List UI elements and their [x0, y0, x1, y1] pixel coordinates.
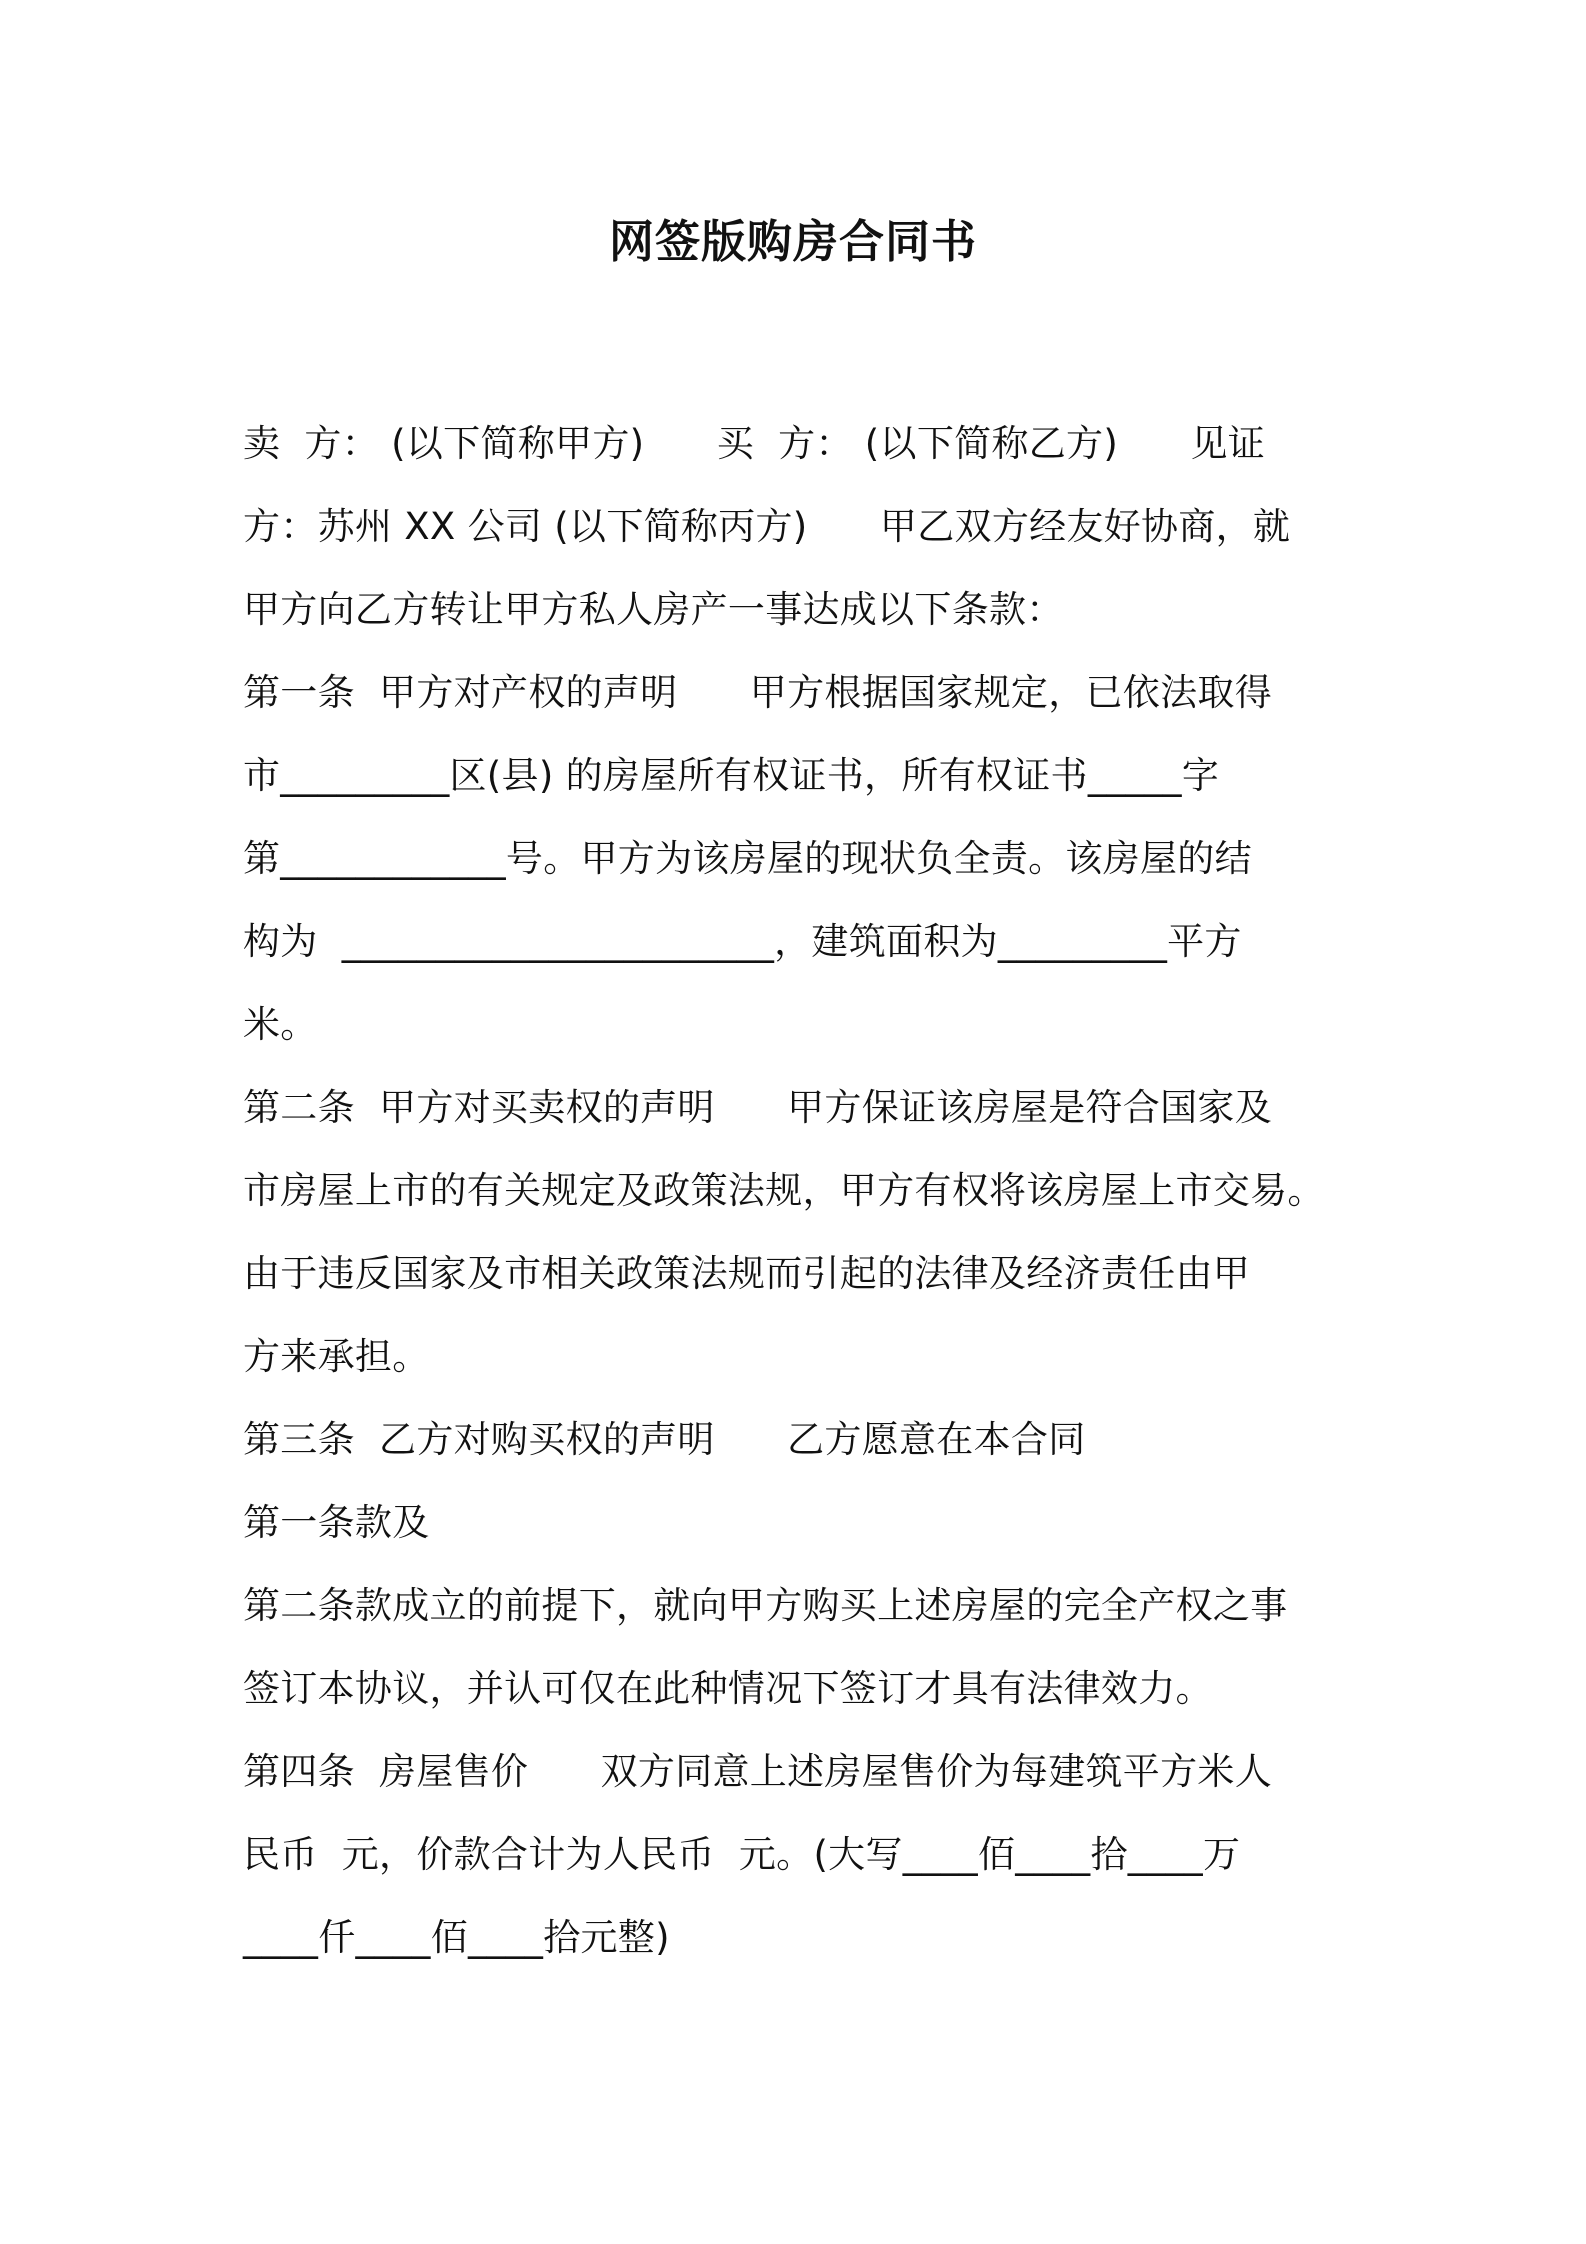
document-body	[243, 402, 1373, 1979]
clause-4-heading-line: 第四条 房屋售价 双方同意上述房屋售价为每建筑平方米人	[243, 1750, 1272, 1793]
body-line: 构为 _______________________，建筑面积为_________平方	[243, 920, 1242, 963]
clause-3-heading-line: 第三条 乙方对购买权的声明 乙方愿意在本合同	[243, 1418, 1086, 1461]
body-line: 第二条款成立的前提下，就向甲方购买上述房屋的完全产权之事	[243, 1584, 1288, 1627]
clause-1-heading-line: 第一条 甲方对产权的声明 甲方根据国家规定，已依法取得	[243, 671, 1272, 714]
body-line: 市房屋上市的有关规定及政策法规，甲方有权将该房屋上市交易。	[243, 1169, 1325, 1212]
body-line: 卖 方： (以下简称甲方) 买 方： (以下简称乙方) 见证	[243, 422, 1266, 465]
clause-2-heading-line: 第二条 甲方对买卖权的声明 甲方保证该房屋是符合国家及	[243, 1086, 1272, 1129]
body-line: 第____________号。甲方为该房屋的现状负全责。该房屋的结	[243, 837, 1252, 880]
body-line: 方：苏州 XX 公司 (以下简称丙方) 甲乙双方经友好协商，就	[243, 505, 1291, 548]
body-line: 由于违反国家及市相关政策法规而引起的法律及经济责任由甲	[243, 1252, 1251, 1295]
body-line: 市_________区(县) 的房屋所有权证书，所有权证书_____字	[243, 754, 1220, 797]
body-line: 签订本协议，并认可仅在此种情况下签订才具有法律效力。	[243, 1667, 1213, 1710]
body-line: ____仟____佰____拾元整)	[243, 1916, 670, 1959]
document-title: 网签版购房合同书	[608, 215, 977, 268]
body-line: 方来承担。	[243, 1335, 430, 1378]
body-line: 民币 元，价款合计为人民币 元。(大写____佰____拾____万	[243, 1833, 1241, 1876]
body-line: 米。	[243, 1003, 318, 1046]
body-line: 甲方向乙方转让甲方私人房产一事达成以下条款：	[243, 588, 1064, 631]
body-line: 第一条款及	[243, 1501, 430, 1544]
